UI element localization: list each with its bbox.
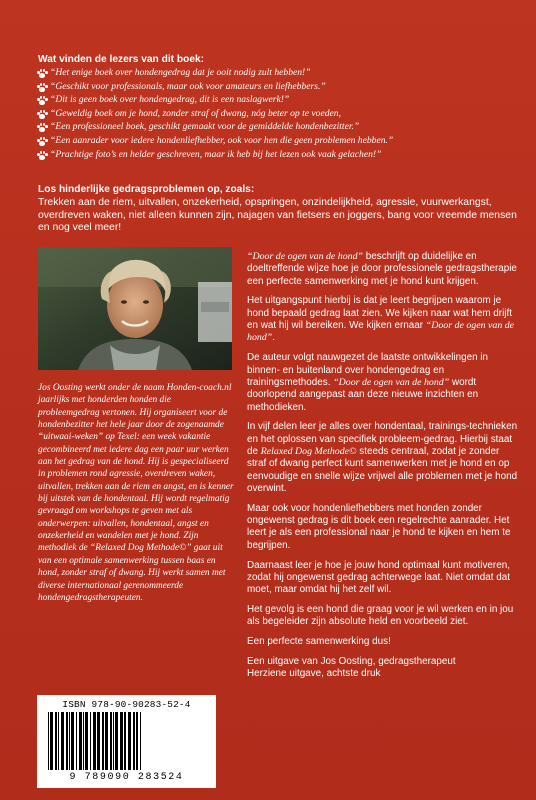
- colophon: Een uitgave van Jos Oosting, gedragstherapeut Herziene uitgave, achtste druk: [247, 655, 456, 680]
- paw-icon: [36, 150, 50, 161]
- barcode-bar: [66, 712, 68, 770]
- description-paragraph: De auteur volgt nauwgezet de laatste ontwikkelingen in binnen- en buitenland over hondengedrag en trainingsmethodes. “Door de ogen van de hond” wordt doorlopend aangepast aan deze nieuwe inzichten en methodieken.: [247, 352, 488, 413]
- list-item: [36, 93, 516, 107]
- barcode-bar: [110, 712, 112, 770]
- readers-heading: Wat vinden de lezers van dit boek:: [38, 54, 205, 65]
- barcode-bar: [113, 712, 114, 770]
- book-title-ref: “Door de ogen van de hond”: [333, 376, 450, 388]
- barcode-bar: [76, 712, 77, 770]
- description-paragraph: Een perfecte samenwerking dus!: [247, 636, 391, 648]
- barcode-bar: [120, 712, 123, 770]
- reader-quote: “Dit is geen boek over hondengedrag, dit is een naslagwerk!”: [50, 94, 290, 106]
- list-item: [36, 80, 516, 94]
- reader-quotes-list: [36, 66, 516, 161]
- description-paragraph: Het uitgangspunt hierbij is dat je leert begrijpen waarom je hond bepaald gedrag laat zien. We kijken naar wat hem drijft en wat hij wil bereiken. We kijken ernaar “Door de ogen van de hond”.: [247, 295, 515, 344]
- reader-quote: “Prachtige foto’s en helder geschreven, maar ik heb bij het lezen ook vaak gelachen!”: [50, 148, 382, 160]
- author-bio-text: Jos Oosting werkt onder de naam Honden-coach.nl jaarlijks met honderden honden die probleemgedrag vertonen. Hij organiseert voor de hondenbezitter het hele jaar door de zogenaamde “uitwaai-weken” op Texel: een week vakantie gecombineerd met iedere dag een paar uur werken aan het gedrag van de hond. Hij is gespecialiseerd in problemen rond agressie, overdreven waken, uitvallen, trekken aan de riem en angst, en is kenner bij uitstek van de hondentaal. Hij wordt regelmatig gevraagd om workshops te geven met als onderwerpen: uitvallen, hondentaal, angst en onzekerheid en wandelen met je hond. Zijn methodiek de “Relaxed Dog Methode©” gaat uit van een optimale samenwerking tussen baas en hond, zonder straf of dwang. Hij werkt samen met diverse internationaal gerenommeerde hondengedragstherapeuten.: [38, 383, 234, 603]
- reader-quote: “Een professioneel boek, geschikt gemaakt voor de gemiddelde hondenbezitter.”: [50, 121, 360, 133]
- book-description: [247, 251, 519, 680]
- paw-icon: [36, 122, 50, 133]
- barcode-bar: [83, 712, 84, 770]
- barcode-bar: [93, 712, 96, 770]
- barcode-digits: 9 789090 283524: [69, 772, 184, 783]
- method-name: Relaxed Dog Methode©: [260, 445, 357, 457]
- list-item: [36, 134, 516, 148]
- description-paragraph: Maar ook voor hondenliefhebbers met honden zonder ongewenst gedrag is dit boek een regelrechte aanrader. Het leert je als een professional naar je hond te kijken en hem te begrijpen.: [247, 502, 511, 551]
- barcode-bar: [128, 712, 131, 770]
- paw-icon: [36, 95, 50, 106]
- barcode-bars: [46, 712, 207, 772]
- description-paragraph: Het gevolg is een hond die graag voor je wil werken en in jou als begeleider zijn absolute held en voorbeeld ziet.: [247, 603, 514, 628]
- list-item: [36, 107, 516, 121]
- author-bio: [38, 382, 234, 604]
- paw-icon: [36, 109, 50, 120]
- reader-quote: “Geschikt voor professionals, maar ook voor amateurs en liefhebbers.”: [50, 80, 326, 92]
- barcode-bar: [48, 712, 49, 770]
- barcode-bar: [136, 712, 138, 770]
- reader-quote: “Het enige boek over hondengedrag dat je ooit nodig zult hebben!”: [50, 67, 311, 78]
- barcode-bar: [55, 712, 57, 770]
- barcode-bar: [102, 712, 104, 770]
- barcode-bar: [50, 712, 53, 770]
- barcode-bar: [124, 712, 126, 770]
- description-paragraph: “Door de ogen van de hond” beschrijft op duidelijke en doeltreffende wijze hoe je door professionele gedragstherapie een perfecte samenwerking met je hond kunt krijgen.: [247, 251, 517, 287]
- list-item: [36, 66, 516, 80]
- paw-icon: [36, 136, 50, 147]
- barcode-bar: [105, 712, 108, 770]
- barcode-bar: [115, 712, 118, 770]
- barcode-bar: [140, 712, 141, 770]
- barcode-bar: [79, 712, 82, 770]
- reader-quote: “Een aanrader voor iedere hondenliefhebber, ook voor hen die geen problemen hebben.”: [50, 134, 394, 146]
- barcode-bar: [69, 712, 70, 770]
- book-title-ref: “Door de ogen van de hond”: [247, 320, 515, 344]
- paw-icon: [36, 68, 50, 79]
- author-photo: [38, 247, 232, 370]
- barcode-bar: [90, 712, 91, 770]
- barcode-bar: [61, 712, 64, 770]
- list-item: [36, 120, 516, 134]
- reader-quote: “Geweldig boek om je hond, zonder straf of dwang, nóg beter op te voeden,: [50, 107, 341, 119]
- book-title-ref: “Door de ogen van de hond”: [247, 251, 364, 262]
- barcode-bar: [133, 712, 135, 770]
- paw-icon: [36, 82, 50, 93]
- barcode-bar: [97, 712, 100, 770]
- isbn-barcode: [37, 695, 216, 788]
- barcode-bar: [85, 712, 88, 770]
- problems-list-text: Trekken aan de riem, uitvallen, onzekerheid, opspringen, onzindelijkheid, agressie, vuurwerkangst, overdreven waken, niet alleen kunnen zijn, najagen van fietsers en joggers, bang voor vreemde mensen en nog veel meer!: [38, 197, 517, 234]
- description-paragraph: Daarnaast leer je hoe je jouw hond optimaal kunt motiveren, zodat hij ongewenst gedrag achterwege laat. Niet omdat dat moet, maar omdat hij het zelf wil.: [247, 559, 510, 596]
- barcode-bar: [58, 712, 59, 770]
- description-paragraph: In vijf delen leer je alles over hondentaal, trainings-technieken en het oplossen van specifiek probleem-gedrag. Hierbij staat de Relaxed Dog Methode© steeds centraal, zodat je zonder straf of dwang perfect kunt samenwerken met je hond en op eenvoudige en snelle wijze vrijwel alle problemen met je hond overwint.: [247, 421, 518, 495]
- list-item: [36, 148, 516, 162]
- isbn-label: ISBN 978-90-90283-52-4: [62, 699, 191, 710]
- barcode-bar: [71, 712, 74, 770]
- problems-heading: Los hinderlijke gedragsproblemen op, zoals:: [38, 184, 255, 195]
